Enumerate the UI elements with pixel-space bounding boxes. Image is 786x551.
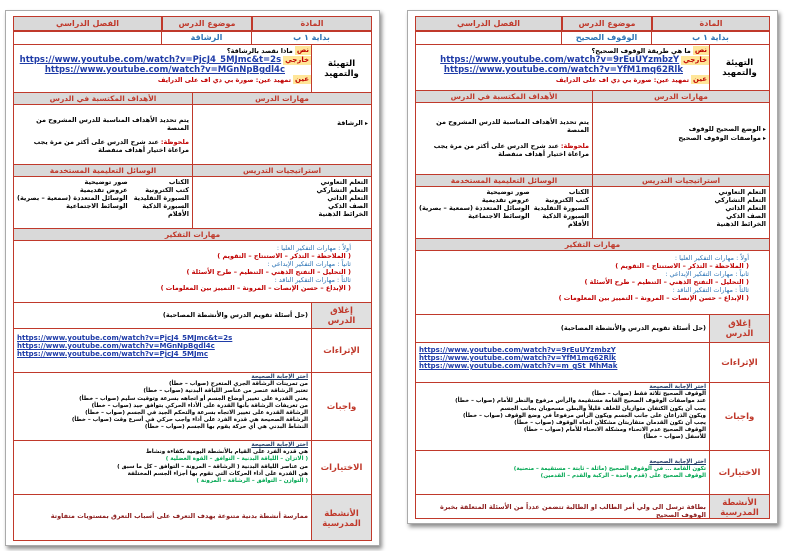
choices-row bbox=[416, 451, 769, 495]
intro-row bbox=[416, 45, 769, 91]
choices-list bbox=[14, 441, 311, 495]
grade-value: بداية ١ ب bbox=[251, 32, 371, 45]
note-label: ملحوظة: bbox=[160, 138, 189, 146]
choice-line: هي قدرة الفرد على القيام بالأنشطة اليومية بكفاءة ونشاط bbox=[146, 449, 308, 456]
values-row bbox=[416, 32, 769, 45]
strategies-header: استراتيجيات التدريس bbox=[242, 166, 322, 175]
intro-content bbox=[14, 45, 311, 93]
aid-item: الأقلام bbox=[167, 210, 189, 218]
aids-cell bbox=[416, 187, 592, 239]
skills-header: مهارات الدرس bbox=[255, 94, 309, 103]
homework-row bbox=[416, 383, 769, 451]
skills-cell bbox=[192, 105, 371, 165]
strategy-item: التعلم التشاركي bbox=[316, 186, 368, 194]
semester-header: الفصل الدراسي bbox=[415, 16, 562, 31]
thinking-row bbox=[14, 241, 371, 303]
aids-header: الوسائل التعليمية المستخدمة bbox=[14, 165, 193, 176]
eye-line bbox=[416, 75, 709, 84]
thinking-line: ( الملاحظة – التذكر – الاستنتاج – التقويم ) bbox=[615, 262, 749, 270]
enrich-label: الإثراءات bbox=[311, 329, 371, 373]
thinking-band bbox=[416, 239, 769, 251]
homework-line: من تعريفات الرشاقة بأنها القدرة على الأداء الحركي بتوافق جيد (صواب – خطأ) bbox=[91, 402, 308, 409]
thinking-line: ثانياً : مهارات التفكير الإبداعي : bbox=[267, 260, 351, 268]
skills-row bbox=[416, 103, 769, 175]
text-line bbox=[14, 46, 311, 55]
strategy-item: التعلم التعاوني bbox=[718, 188, 766, 196]
aid-item: السبورة الذكية bbox=[542, 212, 589, 220]
subject-header: المادة bbox=[652, 16, 770, 31]
outcome-text: يتم تحديد الأهداف المناسبة للدرس المشروح من المنصة bbox=[36, 116, 189, 132]
strategy-item: الصف الذكي bbox=[328, 202, 368, 210]
strategy-item: التعلم الذاتي bbox=[327, 194, 368, 202]
aid-item: صور توضيحية bbox=[84, 178, 128, 186]
choices-label: الاختيارات bbox=[311, 441, 371, 495]
aid-item: الوسائط الاجتماعية bbox=[468, 212, 530, 220]
homework-label: واجبات bbox=[311, 373, 371, 441]
lesson-plan-page-agility bbox=[5, 10, 380, 546]
choices-label: الاختيارات bbox=[709, 451, 769, 495]
preface-text: تمهيد عين: صورة بي دي اف على الدرايف bbox=[157, 75, 292, 84]
homework-line: يجب أن يكون الكتفان متوازيان للخلف قليلاً والبطن مسحوبان بجانب الجسم bbox=[500, 405, 706, 412]
strategy-item: التعلم التشاركي bbox=[714, 196, 766, 204]
enrich-row bbox=[416, 343, 769, 383]
semester-value bbox=[14, 32, 161, 45]
aid-item: صور توضيحية bbox=[486, 188, 530, 196]
values-row bbox=[14, 32, 371, 45]
activity-row bbox=[14, 495, 371, 541]
thinking-band bbox=[14, 229, 371, 241]
intro-label: التهيئة والتمهيد bbox=[709, 45, 769, 91]
external-tag: خارجي bbox=[285, 55, 309, 64]
activity-text: ممارسة أنشطة بدنية متنوعة بهدف التعرف على أسباب التعرق بمستويات متفاوتة bbox=[50, 512, 308, 520]
external-line bbox=[14, 55, 311, 65]
aid-item: الكتاب bbox=[168, 178, 189, 186]
text-question: ما هي طريقة الوقوف الصحيح؟ bbox=[591, 46, 691, 55]
thinking-line: ثانياً : مهارات التفكير الإبداعي : bbox=[665, 270, 749, 278]
eye-tag: عين bbox=[693, 75, 707, 83]
header-row bbox=[13, 16, 372, 31]
thinking-line: ( التحليل – التفتح الذهني – التنظيم – طرح الأسئلة ) bbox=[584, 278, 749, 286]
text-tag: نص bbox=[694, 46, 707, 54]
homework-line: اختر الإجابة الصحيحة bbox=[251, 374, 308, 380]
thinking-line: ( الإبداع – حسن الإنصات – المرونة – التمييز بين المعلومات ) bbox=[558, 294, 749, 302]
aid-item: كتب الكترونية bbox=[145, 186, 189, 194]
enrich-link[interactable]: https://www.youtube.com/watch?v=m_gSt_MhMak bbox=[419, 362, 618, 370]
homework-line: عند مواصفات الوقوف الصحيح القامة مستقيمة والرأس مرفوع والنظر للأمام (صواب – خطأ) bbox=[455, 398, 706, 405]
intro-content bbox=[416, 45, 709, 91]
aid-item: كتب الكترونية bbox=[545, 196, 589, 204]
intro-link-2[interactable]: https://www.youtube.com/watch?v=MGnNpBgdl4c bbox=[44, 65, 285, 75]
aid-item: الكتاب bbox=[568, 188, 589, 196]
homework-list bbox=[416, 383, 709, 451]
intro-row bbox=[14, 45, 371, 93]
lesson-value: الرشاقة bbox=[161, 32, 251, 45]
homework-line: يجب أن تكون القدمان متقاربتان مشكلان اتجاه الوقوف (صواب – خطأ) bbox=[514, 420, 706, 427]
text-tag: نص bbox=[296, 46, 309, 54]
enrich-row bbox=[14, 329, 371, 373]
aids-header: الوسائل التعليمية المستخدمة bbox=[416, 175, 593, 186]
choices-list bbox=[416, 451, 709, 495]
aids-list-a bbox=[530, 188, 589, 237]
external-line-2 bbox=[416, 65, 709, 75]
enrich-link[interactable]: https://www.youtube.com/watch?v=PjcJ4_5MJmc bbox=[17, 350, 208, 358]
homework-line: يعني القدرة على تغيير أوضاع الجسم أو اتجاهه بسرعة وتوقيت سليم (صواب – خطأ) bbox=[79, 395, 308, 402]
skill-item: ▸ الرشاقة bbox=[196, 119, 368, 128]
thinking-header: مهارات التفكير bbox=[164, 230, 221, 239]
eye-line bbox=[14, 75, 311, 84]
external-line-2 bbox=[14, 65, 311, 75]
strategy-item: التعلم التعاوني bbox=[320, 178, 368, 186]
text-line bbox=[416, 46, 709, 55]
aid-item: الوسائل المتعددة (سمعية – بصرية) bbox=[419, 204, 530, 212]
strategy-item: الخرائط الذهنية bbox=[716, 220, 766, 228]
intro-link-2[interactable]: https://www.youtube.com/watch?v=YfM1mq62Rlk bbox=[443, 65, 683, 75]
grade-value: بداية ١ ب bbox=[651, 32, 769, 45]
intro-label: التهيئة والتمهيد bbox=[311, 45, 371, 93]
thinking-line: ( التحليل – التفتح الذهني – التنظيم – طرح الأسئلة ) bbox=[186, 268, 351, 276]
lesson-value: الوقوف الصحيح bbox=[561, 32, 651, 45]
semester-header: الفصل الدراسي bbox=[13, 16, 162, 31]
homework-label: واجبات bbox=[709, 383, 769, 451]
skill-item: ▸ مواصفات الوقوف الصحيح bbox=[596, 134, 766, 143]
closure-label: إغلاق الدرس bbox=[311, 303, 371, 329]
lesson-table bbox=[13, 31, 372, 541]
aid-item: عروض تقديمية bbox=[79, 186, 128, 194]
strategies-list bbox=[192, 177, 371, 229]
choice-line: تكون القامة ... في الوقوف الصحيح (مائلة – ثابتة – مستقيمة – منحنية) bbox=[513, 466, 706, 473]
homework-line: الرشاقة القدرة على تغيير الاتجاه بسرعة والتحكم الجيد في الجسم (صواب – خطأ) bbox=[85, 410, 308, 417]
note-text: عند شرح الدرس على أكثر من مرة يجب مراعاة اختيار أهداف منفصلة bbox=[33, 138, 189, 154]
strategies-header: استراتيجيات التدريس bbox=[641, 176, 721, 185]
choice-line: ( التوازن – التوافق – الرشاقة – المرونة ) bbox=[196, 478, 308, 485]
outcomes-cell bbox=[14, 105, 192, 165]
note-text: عند شرح الدرس على أكثر من مرة يجب مراعاة اختيار أهداف منفصلة bbox=[433, 142, 589, 158]
aids-cell bbox=[14, 177, 192, 229]
enrich-link[interactable]: https://www.youtube.com/watch?v=YfM1mq62Rlk bbox=[419, 354, 616, 362]
enrich-link[interactable]: https://www.youtube.com/watch?v=9rEuUYzmbzY bbox=[419, 346, 616, 354]
skills-cell bbox=[592, 103, 769, 175]
enrich-label: الإثراءات bbox=[709, 343, 769, 383]
note-label: ملحوظة: bbox=[560, 142, 589, 150]
homework-line: الوقوف الصحيح ثلاثة فقط (صواب – خطأ) bbox=[591, 391, 706, 398]
homework-line: الرشاقة الصحيحة هي قدرة الفرد على أداء واجب حركي في أسرع وقت (صواب – خطأ) bbox=[71, 417, 308, 424]
skills-header: مهارات الدرس bbox=[654, 92, 708, 101]
external-line bbox=[416, 55, 709, 65]
intro-link-1[interactable]: https://www.youtube.com/watch?v=PjcJ4_5MJmc&t=2s bbox=[19, 55, 282, 65]
skills-row bbox=[14, 105, 371, 165]
activity-row bbox=[416, 495, 769, 519]
enrich-links bbox=[416, 343, 709, 383]
thinking-row bbox=[416, 251, 769, 315]
semester-value bbox=[416, 32, 561, 45]
aid-item: السبورة التقليدية bbox=[533, 204, 589, 212]
preface-text: تمهيد عين: صورة بي دي اف على الدرايف bbox=[555, 75, 690, 84]
strategy-item: الصف الذكي bbox=[726, 212, 766, 220]
lesson-topic-header: موضوع الدرس bbox=[562, 16, 652, 31]
activity-label: الأنشطة المدرسية bbox=[311, 495, 371, 541]
aid-item: السبورة التقليدية bbox=[133, 194, 189, 202]
homework-row bbox=[14, 373, 371, 441]
strategy-item: التعلم الذاتي bbox=[725, 204, 766, 212]
homework-line: تعتبر الرشاقة عنصر من عناصر اللياقة البدنية (صواب – خطأ) bbox=[143, 388, 308, 395]
aid-item: الوسائط الاجتماعية bbox=[66, 202, 128, 210]
eye-tag: عين bbox=[295, 75, 309, 83]
aids-list-a bbox=[128, 178, 189, 227]
strategies-band bbox=[416, 175, 769, 187]
closure-text: (حل أسئلة تقويم الدرس والأنشطة المصاحبة) bbox=[14, 303, 311, 329]
skill-item: ▸ الوضع الصحيح للوقوف bbox=[596, 125, 766, 134]
subject-header: المادة bbox=[252, 16, 372, 31]
lesson-topic-header: موضوع الدرس bbox=[162, 16, 252, 31]
outcomes-header: الأهداف المكتسبة في الدرس bbox=[416, 91, 593, 102]
outcome-text: يتم تحديد الأهداف المناسبة للدرس المشروح من المنصة bbox=[436, 118, 589, 134]
choice-line: هي القدرة على أداء الحركات التي تقوم بها أجزاء الجسم المختلفة bbox=[127, 470, 308, 477]
closure-text: (حل أسئلة تقويم الدرس والأنشطة المصاحبة) bbox=[416, 315, 709, 343]
choice-line: اختر الإجابة الصحيحة bbox=[649, 459, 706, 465]
thinking-line: أولاً : مهارات التفكير العليا : bbox=[674, 254, 749, 262]
outcomes-header: الأهداف المكتسبة في الدرس bbox=[14, 93, 193, 104]
lesson-plan-page-standing bbox=[407, 10, 778, 524]
closure-row bbox=[416, 315, 769, 343]
external-tag: خارجي bbox=[683, 55, 707, 64]
intro-link-1[interactable]: https://www.youtube.com/watch?v=9rEuUYzmbzY bbox=[440, 55, 680, 65]
aid-item: الوسائل المتعددة (سمعية – بصرية) bbox=[17, 194, 128, 202]
outcomes-cell bbox=[416, 103, 592, 175]
homework-line: من تمرينات الرشاقة الجري المتعرج (صواب – خطأ) bbox=[168, 381, 308, 388]
activity-label: الأنشطة المدرسية bbox=[709, 495, 769, 519]
homework-line: للأسفل (صواب – خطأ) bbox=[643, 434, 706, 441]
strategies-list bbox=[592, 187, 769, 239]
thinking-line: ثالثاً : مهارات التفكير الناقد : bbox=[672, 286, 749, 294]
text-question: ماذا نقصد بالرشاقة؟ bbox=[226, 46, 293, 55]
thinking-cell bbox=[14, 241, 371, 303]
choice-line: اختر الإجابة الصحيحة bbox=[251, 442, 308, 448]
aid-item: الأقلام bbox=[567, 220, 589, 228]
skills-band bbox=[14, 93, 371, 105]
choice-line: الوقوف الصحيح على (قدم واحدة – الركبة والقدم – القدمين) bbox=[540, 473, 706, 480]
aid-item: السبورة الذكية bbox=[142, 202, 189, 210]
thinking-line: ( الإبداع – حسن الإنصات – المرونة – التمييز بين المعلومات ) bbox=[160, 284, 351, 292]
strategies-band bbox=[14, 165, 371, 177]
closure-label: إغلاق الدرس bbox=[709, 315, 769, 343]
activity-text: بطاقة ترسل الى ولي أمر الطالب او الطالبة تتضمن عدداً من الأسئلة المتعلقة بخبرة الوقوف الصحيح bbox=[440, 503, 706, 519]
aids-list-b bbox=[17, 178, 128, 227]
strategies-row bbox=[14, 177, 371, 229]
aids-list-b bbox=[419, 188, 530, 237]
enrich-links bbox=[14, 329, 311, 373]
strategy-item: الخرائط الذهنية bbox=[318, 210, 368, 218]
homework-line: اختر الإجابة الصحيحة bbox=[649, 384, 706, 390]
thinking-line: ثالثاً : مهارات التفكير الناقد : bbox=[274, 276, 351, 284]
closure-row bbox=[14, 303, 371, 329]
thinking-line: أولاً : مهارات التفكير العليا : bbox=[276, 244, 351, 252]
homework-line: النشاط البدني هي أي حركة يقوم بها الجسم (صواب – خطأ) bbox=[144, 424, 308, 431]
thinking-cell bbox=[416, 251, 769, 315]
aid-item: عروض تقديمية bbox=[481, 196, 530, 204]
enrich-link[interactable]: https://www.youtube.com/watch?v=PjcJ4_5MJmc&t=2s bbox=[17, 334, 233, 342]
choices-row bbox=[14, 441, 371, 495]
header-row bbox=[415, 16, 770, 31]
strategies-row bbox=[416, 187, 769, 239]
lesson-table bbox=[415, 31, 770, 519]
choice-line: ( الاتزان – اللياقة البدنية – التوافق – القوة العضلية ) bbox=[165, 456, 308, 463]
enrich-link[interactable]: https://www.youtube.com/watch?v=MGnNpBgdl4c bbox=[17, 342, 215, 350]
homework-line: ويكون الذراعان على جانب الجسم ويكون الرأس مرفوعاً في وضع الوقوف (صواب – خطأ) bbox=[463, 412, 706, 419]
thinking-line: ( الملاحظة – التذكر – الاستنتاج – التقويم ) bbox=[217, 252, 351, 260]
thinking-header: مهارات التفكير bbox=[564, 240, 621, 249]
skills-band bbox=[416, 91, 769, 103]
choice-line: من عناصر اللياقة البدنية ( الرشاقة – المرونة – التوافق – كل ما سبق ) bbox=[117, 463, 308, 470]
homework-line: الوقوف الصحيح عدم الانحناء ومشكلة الانحناء للأمام (صواب – خطأ) bbox=[523, 427, 706, 434]
homework-list bbox=[14, 373, 311, 441]
